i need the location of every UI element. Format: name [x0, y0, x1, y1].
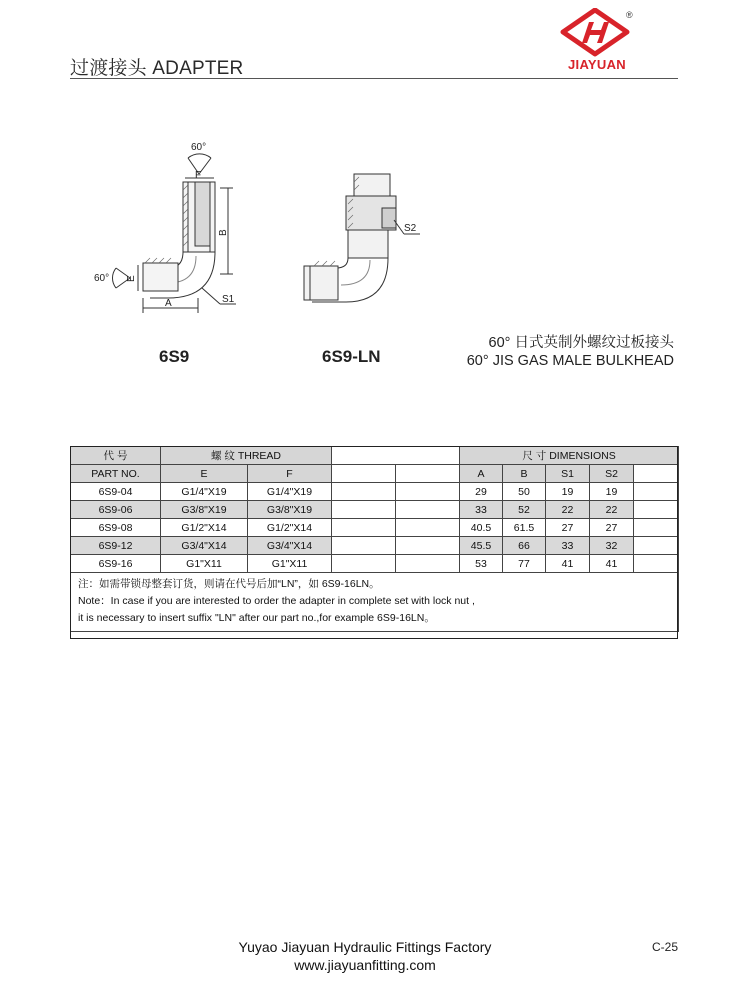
dim-s1-label: S1: [222, 294, 235, 305]
footer-website: www.jiayuanfitting.com: [294, 957, 436, 973]
table-row: [71, 519, 679, 537]
cell-e: G1/2"X14: [161, 519, 248, 537]
cell-blank: [332, 537, 396, 555]
cell-f: G1/4"X19: [248, 483, 332, 501]
header-dimensions: 尺 寸 DIMENSIONS: [460, 447, 679, 465]
cell-e: G3/8"X19: [161, 501, 248, 519]
header-part-no: PART NO.: [71, 465, 161, 483]
cell-f: G1"X11: [248, 555, 332, 573]
header-a: A: [460, 465, 503, 483]
cell-b: 66: [503, 537, 546, 555]
dim-f-label: F: [195, 170, 202, 181]
cell-blank: [396, 537, 460, 555]
cell-a: 29: [460, 483, 503, 501]
spec-table: [70, 446, 679, 632]
angle-top-label: 60°: [191, 142, 207, 153]
cell-s1: 19: [546, 483, 590, 501]
header-b: B: [503, 465, 546, 483]
header-thread: 螺 纹 THREAD: [161, 447, 332, 465]
note-en-line-1: Note：In case if you are interested to order the adapter in complete set with lock nut ,: [78, 595, 475, 607]
drawing-6s9-ln: [296, 170, 436, 310]
description-cn: 60° 日式英制外螺纹过板接头: [488, 335, 674, 351]
cell-a: 33: [460, 501, 503, 519]
cell-s1: 27: [546, 519, 590, 537]
cell-e: G1"X11: [161, 555, 248, 573]
cell-part: 6S9-08: [71, 519, 161, 537]
cell-s1: 41: [546, 555, 590, 573]
cell-blank: [634, 555, 679, 573]
model-label-6s9: 6S9: [159, 347, 190, 366]
cell-s1: 33: [546, 537, 590, 555]
cell-blank: [332, 519, 396, 537]
cell-s2: 27: [590, 519, 634, 537]
cell-s2: 22: [590, 501, 634, 519]
registered-mark: ®: [626, 10, 633, 20]
cell-e: G1/4"X19: [161, 483, 248, 501]
table-header-row-1: [71, 447, 679, 465]
note-cn: 注：如需带锁母整套订货，则请在代号后加“LN”，如 6S9-16LN。: [78, 578, 380, 590]
cell-part: 6S9-06: [71, 501, 161, 519]
header-blank: [332, 447, 460, 465]
header-s2: S2: [590, 465, 634, 483]
cell-blank: [396, 501, 460, 519]
cell-a: 40.5: [460, 519, 503, 537]
description-en: 60° JIS GAS MALE BULKHEAD: [466, 353, 674, 369]
note-en-line-2: it is necessary to insert suffix "LN" after our part no.,for example 6S9-16LN。: [78, 612, 435, 624]
cell-blank: [634, 483, 679, 501]
cell-f: G3/8"X19: [248, 501, 332, 519]
cell-blank: [396, 519, 460, 537]
cell-part: 6S9-12: [71, 537, 161, 555]
cell-blank: [332, 483, 396, 501]
cell-s2: 41: [590, 555, 634, 573]
header-blank-cell: [332, 465, 396, 483]
cell-s2: 19: [590, 483, 634, 501]
cell-b: 52: [503, 501, 546, 519]
page-number: C-25: [652, 940, 679, 954]
header-code: 代 号: [71, 447, 161, 465]
dim-a-label: A: [165, 298, 172, 309]
cell-blank: [396, 483, 460, 501]
cell-f: G3/4"X14: [248, 537, 332, 555]
cell-s1: 22: [546, 501, 590, 519]
model-label-6s9-ln: 6S9-LN: [322, 347, 381, 366]
cell-blank: [332, 555, 396, 573]
cell-e: G3/4"X14: [161, 537, 248, 555]
footer-company: Yuyao Jiayuan Hydraulic Fittings Factory: [238, 939, 492, 955]
header-rule: [70, 78, 678, 79]
cell-part: 6S9-16: [71, 555, 161, 573]
header-e: E: [161, 465, 248, 483]
brand-name: JIAYUAN: [568, 57, 626, 72]
cell-a: 53: [460, 555, 503, 573]
cell-blank: [332, 501, 396, 519]
table-note: [71, 573, 679, 632]
cell-b: 61.5: [503, 519, 546, 537]
cell-blank: [396, 555, 460, 573]
cell-blank: [634, 501, 679, 519]
header-blank-cell: [396, 465, 460, 483]
header-f: F: [248, 465, 332, 483]
dim-b-label: B: [218, 229, 229, 236]
header-s1: S1: [546, 465, 590, 483]
table-row: [71, 501, 679, 519]
cell-b: 50: [503, 483, 546, 501]
page-title: 过渡接头 ADAPTER: [70, 58, 244, 79]
angle-left-label: 60°: [94, 273, 110, 284]
header-blank-cell: [634, 465, 679, 483]
cell-f: G1/2"X14: [248, 519, 332, 537]
dim-s2-label: S2: [404, 223, 417, 234]
table-row: [71, 537, 679, 555]
cell-b: 77: [503, 555, 546, 573]
cell-a: 45.5: [460, 537, 503, 555]
logo-diamond-icon: [563, 10, 627, 54]
table-row: [71, 483, 679, 501]
cell-part: 6S9-04: [71, 483, 161, 501]
drawing-6s9: [88, 138, 248, 318]
cell-blank: [634, 537, 679, 555]
table-row: [71, 555, 679, 573]
dim-e-label: E: [126, 275, 137, 282]
cell-blank: [634, 519, 679, 537]
cell-s2: 32: [590, 537, 634, 555]
table-note-row: [71, 573, 679, 632]
table-header-row-2: [71, 465, 679, 483]
